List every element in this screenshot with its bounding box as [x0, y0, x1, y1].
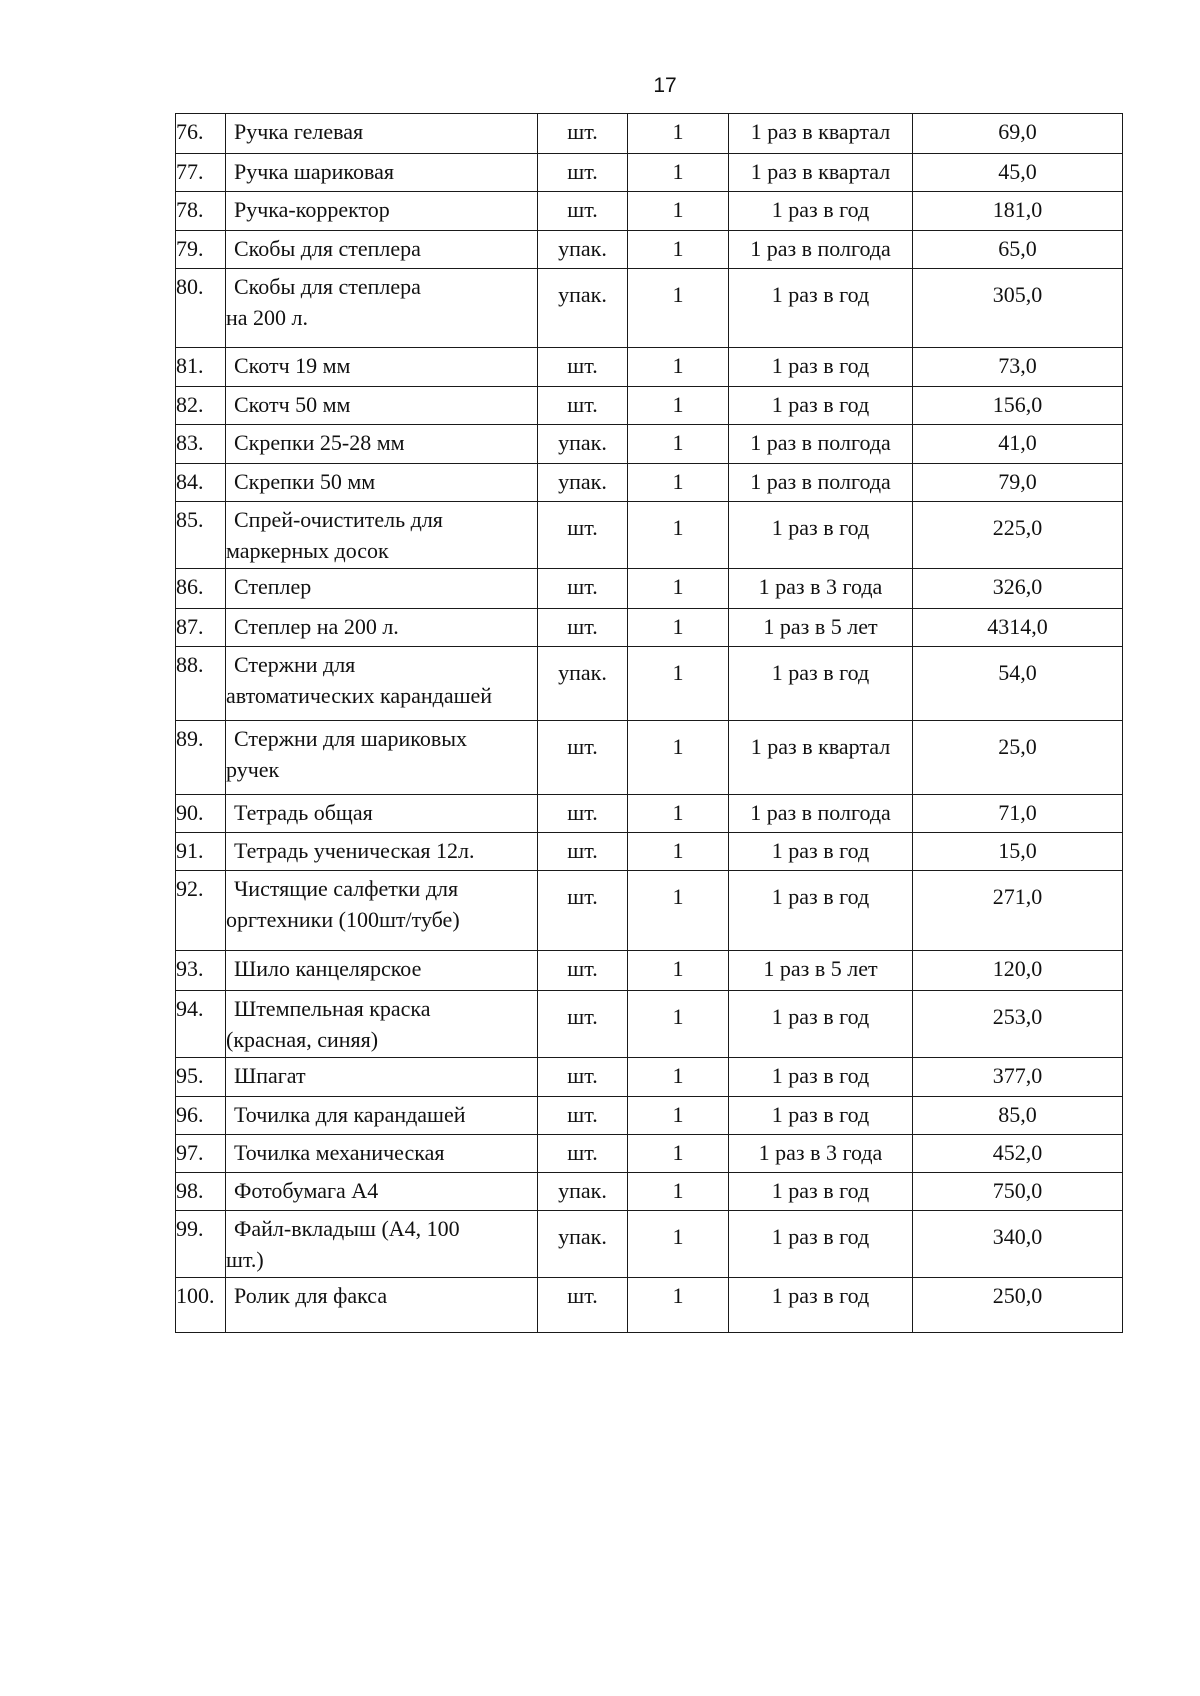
item-name-line: Фотобумага А4: [234, 1178, 379, 1203]
item-quantity: 1: [628, 348, 729, 387]
item-name-line: (красная, синяя): [226, 1027, 379, 1052]
item-name: [226, 154, 538, 192]
item-frequency: 1 раз в квартал: [729, 114, 913, 154]
item-unit: упак.: [538, 269, 628, 348]
item-unit: шт.: [538, 1097, 628, 1135]
item-price: 4314,0: [913, 609, 1123, 647]
item-name: [226, 464, 538, 502]
item-number: 76.: [176, 114, 226, 154]
item-price: 377,0: [913, 1058, 1123, 1097]
item-name: [226, 1135, 538, 1173]
item-number: 88.: [176, 647, 226, 721]
item-price: 750,0: [913, 1173, 1123, 1211]
supplies-table: [175, 113, 1123, 1333]
item-unit: шт.: [538, 721, 628, 795]
table-row: [176, 348, 1123, 387]
item-number: 95.: [176, 1058, 226, 1097]
item-name: [226, 1058, 538, 1097]
item-price: 79,0: [913, 464, 1123, 502]
item-name: [226, 231, 538, 269]
item-quantity: 1: [628, 1278, 729, 1333]
item-quantity: 1: [628, 154, 729, 192]
item-unit: шт.: [538, 609, 628, 647]
item-unit: шт.: [538, 387, 628, 425]
item-frequency: 1 раз в год: [729, 1058, 913, 1097]
item-name-line: Штемпельная краска: [234, 996, 431, 1021]
item-frequency: 1 раз в год: [729, 1278, 913, 1333]
item-name: [226, 192, 538, 231]
item-number: 91.: [176, 833, 226, 871]
item-number: 79.: [176, 231, 226, 269]
item-quantity: 1: [628, 647, 729, 721]
item-quantity: 1: [628, 425, 729, 464]
item-name: [226, 647, 538, 721]
item-frequency: 1 раз в год: [729, 192, 913, 231]
item-name-line: Скобы для степлера: [234, 236, 421, 261]
table-row: [176, 1278, 1123, 1333]
item-quantity: 1: [628, 721, 729, 795]
item-name-line: ручек: [226, 757, 280, 782]
item-name-line: Степлер на 200 л.: [234, 614, 399, 639]
table-row: [176, 387, 1123, 425]
item-quantity: 1: [628, 464, 729, 502]
item-name: [226, 871, 538, 951]
table-row: [176, 1135, 1123, 1173]
item-quantity: 1: [628, 1211, 729, 1278]
table-row: [176, 231, 1123, 269]
item-quantity: 1: [628, 231, 729, 269]
item-number: 83.: [176, 425, 226, 464]
table-row: [176, 1097, 1123, 1135]
item-name-line: Точилка для карандашей: [234, 1102, 466, 1127]
item-price: 54,0: [913, 647, 1123, 721]
item-name-line: Скотч 50 мм: [234, 392, 351, 417]
item-frequency: 1 раз в год: [729, 502, 913, 569]
item-price: 271,0: [913, 871, 1123, 951]
table-row: [176, 114, 1123, 154]
item-frequency: 1 раз в год: [729, 387, 913, 425]
item-frequency: 1 раз в полгода: [729, 425, 913, 464]
item-unit: шт.: [538, 1278, 628, 1333]
table-row: [176, 502, 1123, 569]
item-quantity: 1: [628, 991, 729, 1058]
item-name: [226, 951, 538, 991]
item-frequency: 1 раз в год: [729, 1173, 913, 1211]
item-quantity: 1: [628, 114, 729, 154]
item-price: 225,0: [913, 502, 1123, 569]
item-name-line: Скобы для степлера: [234, 274, 421, 299]
table-row: [176, 1173, 1123, 1211]
table-row: [176, 154, 1123, 192]
item-unit: упак.: [538, 464, 628, 502]
item-price: 65,0: [913, 231, 1123, 269]
item-quantity: 1: [628, 1058, 729, 1097]
item-name-line: маркерных досок: [226, 538, 389, 563]
item-number: 93.: [176, 951, 226, 991]
item-quantity: 1: [628, 951, 729, 991]
item-number: 92.: [176, 871, 226, 951]
item-number: 96.: [176, 1097, 226, 1135]
item-number: 81.: [176, 348, 226, 387]
item-name-line: Шило канцелярское: [234, 956, 422, 981]
table-row: [176, 269, 1123, 348]
table-row: [176, 871, 1123, 951]
item-name-line: Точилка механическая: [234, 1140, 445, 1165]
item-name-line: Тетрадь ученическая 12л.: [234, 838, 475, 863]
item-quantity: 1: [628, 609, 729, 647]
item-price: 45,0: [913, 154, 1123, 192]
item-name: [226, 1278, 538, 1333]
item-name-line: Спрей-очиститель для: [234, 507, 443, 532]
item-price: 156,0: [913, 387, 1123, 425]
item-name-line: Скотч 19 мм: [234, 353, 351, 378]
table-row: [176, 464, 1123, 502]
item-name-line: шт.): [226, 1247, 264, 1272]
item-quantity: 1: [628, 1173, 729, 1211]
item-quantity: 1: [628, 1135, 729, 1173]
item-name: [226, 502, 538, 569]
item-quantity: 1: [628, 569, 729, 609]
item-unit: шт.: [538, 871, 628, 951]
table-row: [176, 647, 1123, 721]
table-body: [176, 114, 1123, 1333]
item-name: [226, 795, 538, 833]
item-quantity: 1: [628, 1097, 729, 1135]
item-name-line: Степлер: [234, 574, 312, 599]
item-name: [226, 833, 538, 871]
item-number: 100.: [176, 1278, 226, 1333]
item-price: 253,0: [913, 991, 1123, 1058]
item-price: 305,0: [913, 269, 1123, 348]
item-name-line: Стержни для шариковых: [234, 726, 468, 751]
item-frequency: 1 раз в полгода: [729, 795, 913, 833]
item-price: 120,0: [913, 951, 1123, 991]
item-name: [226, 387, 538, 425]
item-number: 99.: [176, 1211, 226, 1278]
item-name: [226, 114, 538, 154]
item-name-line: Тетрадь общая: [234, 800, 373, 825]
item-unit: шт.: [538, 991, 628, 1058]
item-name-line: Скрепки 50 мм: [234, 469, 376, 494]
item-number: 90.: [176, 795, 226, 833]
item-price: 452,0: [913, 1135, 1123, 1173]
item-number: 85.: [176, 502, 226, 569]
item-frequency: 1 раз в год: [729, 991, 913, 1058]
item-price: 250,0: [913, 1278, 1123, 1333]
item-name-line: Ручка-корректор: [234, 197, 390, 222]
table-row: [176, 425, 1123, 464]
item-name: [226, 1211, 538, 1278]
table-row: [176, 569, 1123, 609]
item-unit: шт.: [538, 502, 628, 569]
table-row: [176, 1211, 1123, 1278]
item-number: 84.: [176, 464, 226, 502]
table-row: [176, 991, 1123, 1058]
table-row: [176, 609, 1123, 647]
item-unit: упак.: [538, 231, 628, 269]
item-frequency: 1 раз в год: [729, 833, 913, 871]
item-number: 78.: [176, 192, 226, 231]
item-quantity: 1: [628, 795, 729, 833]
item-name: [226, 425, 538, 464]
item-frequency: 1 раз в год: [729, 647, 913, 721]
item-name: [226, 1097, 538, 1135]
item-frequency: 1 раз в год: [729, 1097, 913, 1135]
item-unit: шт.: [538, 348, 628, 387]
item-unit: шт.: [538, 114, 628, 154]
item-frequency: 1 раз в 3 года: [729, 1135, 913, 1173]
item-number: 94.: [176, 991, 226, 1058]
item-unit: шт.: [538, 833, 628, 871]
item-number: 98.: [176, 1173, 226, 1211]
item-frequency: 1 раз в год: [729, 269, 913, 348]
item-frequency: 1 раз в год: [729, 871, 913, 951]
item-number: 97.: [176, 1135, 226, 1173]
item-frequency: 1 раз в 5 лет: [729, 951, 913, 991]
table-row: [176, 833, 1123, 871]
item-name: [226, 569, 538, 609]
item-name-line: Шпагат: [234, 1063, 306, 1088]
page-number: 17: [653, 74, 677, 97]
item-frequency: 1 раз в год: [729, 1211, 913, 1278]
item-frequency: 1 раз в 5 лет: [729, 609, 913, 647]
item-unit: шт.: [538, 951, 628, 991]
item-quantity: 1: [628, 269, 729, 348]
item-name-line: на 200 л.: [226, 305, 309, 330]
item-name-line: Ролик для факса: [234, 1283, 388, 1308]
item-unit: шт.: [538, 795, 628, 833]
item-frequency: 1 раз в 3 года: [729, 569, 913, 609]
item-unit: упак.: [538, 647, 628, 721]
item-unit: шт.: [538, 192, 628, 231]
item-name-line: оргтехники (100шт/тубе): [226, 907, 460, 932]
item-name-line: Файл-вкладыш (А4, 100: [234, 1216, 460, 1241]
item-name: [226, 609, 538, 647]
item-unit: шт.: [538, 1058, 628, 1097]
table-row: [176, 1058, 1123, 1097]
item-frequency: 1 раз в полгода: [729, 464, 913, 502]
item-name-line: Ручка гелевая: [234, 119, 364, 144]
item-unit: упак.: [538, 1211, 628, 1278]
item-price: 25,0: [913, 721, 1123, 795]
item-price: 85,0: [913, 1097, 1123, 1135]
item-name: [226, 1173, 538, 1211]
item-number: 82.: [176, 387, 226, 425]
item-quantity: 1: [628, 502, 729, 569]
item-price: 69,0: [913, 114, 1123, 154]
table-row: [176, 721, 1123, 795]
item-name: [226, 721, 538, 795]
item-name-line: Стержни для: [234, 652, 356, 677]
item-quantity: 1: [628, 833, 729, 871]
item-unit: упак.: [538, 425, 628, 464]
item-price: 181,0: [913, 192, 1123, 231]
item-name: [226, 348, 538, 387]
item-name-line: Чистящие салфетки для: [234, 876, 459, 901]
item-frequency: 1 раз в квартал: [729, 721, 913, 795]
item-frequency: 1 раз в полгода: [729, 231, 913, 269]
item-number: 86.: [176, 569, 226, 609]
item-price: 73,0: [913, 348, 1123, 387]
item-number: 80.: [176, 269, 226, 348]
item-frequency: 1 раз в квартал: [729, 154, 913, 192]
item-name-line: автоматических карандашей: [226, 683, 493, 708]
item-quantity: 1: [628, 192, 729, 231]
item-unit: шт.: [538, 569, 628, 609]
item-price: 41,0: [913, 425, 1123, 464]
item-unit: шт.: [538, 154, 628, 192]
item-quantity: 1: [628, 871, 729, 951]
item-number: 89.: [176, 721, 226, 795]
item-frequency: 1 раз в год: [729, 348, 913, 387]
item-quantity: 1: [628, 387, 729, 425]
table-row: [176, 795, 1123, 833]
item-price: 71,0: [913, 795, 1123, 833]
item-name: [226, 991, 538, 1058]
item-price: 326,0: [913, 569, 1123, 609]
item-name-line: Ручка шариковая: [234, 159, 394, 184]
item-price: 15,0: [913, 833, 1123, 871]
item-name-line: Скрепки 25-28 мм: [234, 430, 405, 455]
item-unit: шт.: [538, 1135, 628, 1173]
item-name: [226, 269, 538, 348]
table-row: [176, 951, 1123, 991]
item-number: 87.: [176, 609, 226, 647]
table-row: [176, 192, 1123, 231]
item-number: 77.: [176, 154, 226, 192]
item-price: 340,0: [913, 1211, 1123, 1278]
item-unit: упак.: [538, 1173, 628, 1211]
